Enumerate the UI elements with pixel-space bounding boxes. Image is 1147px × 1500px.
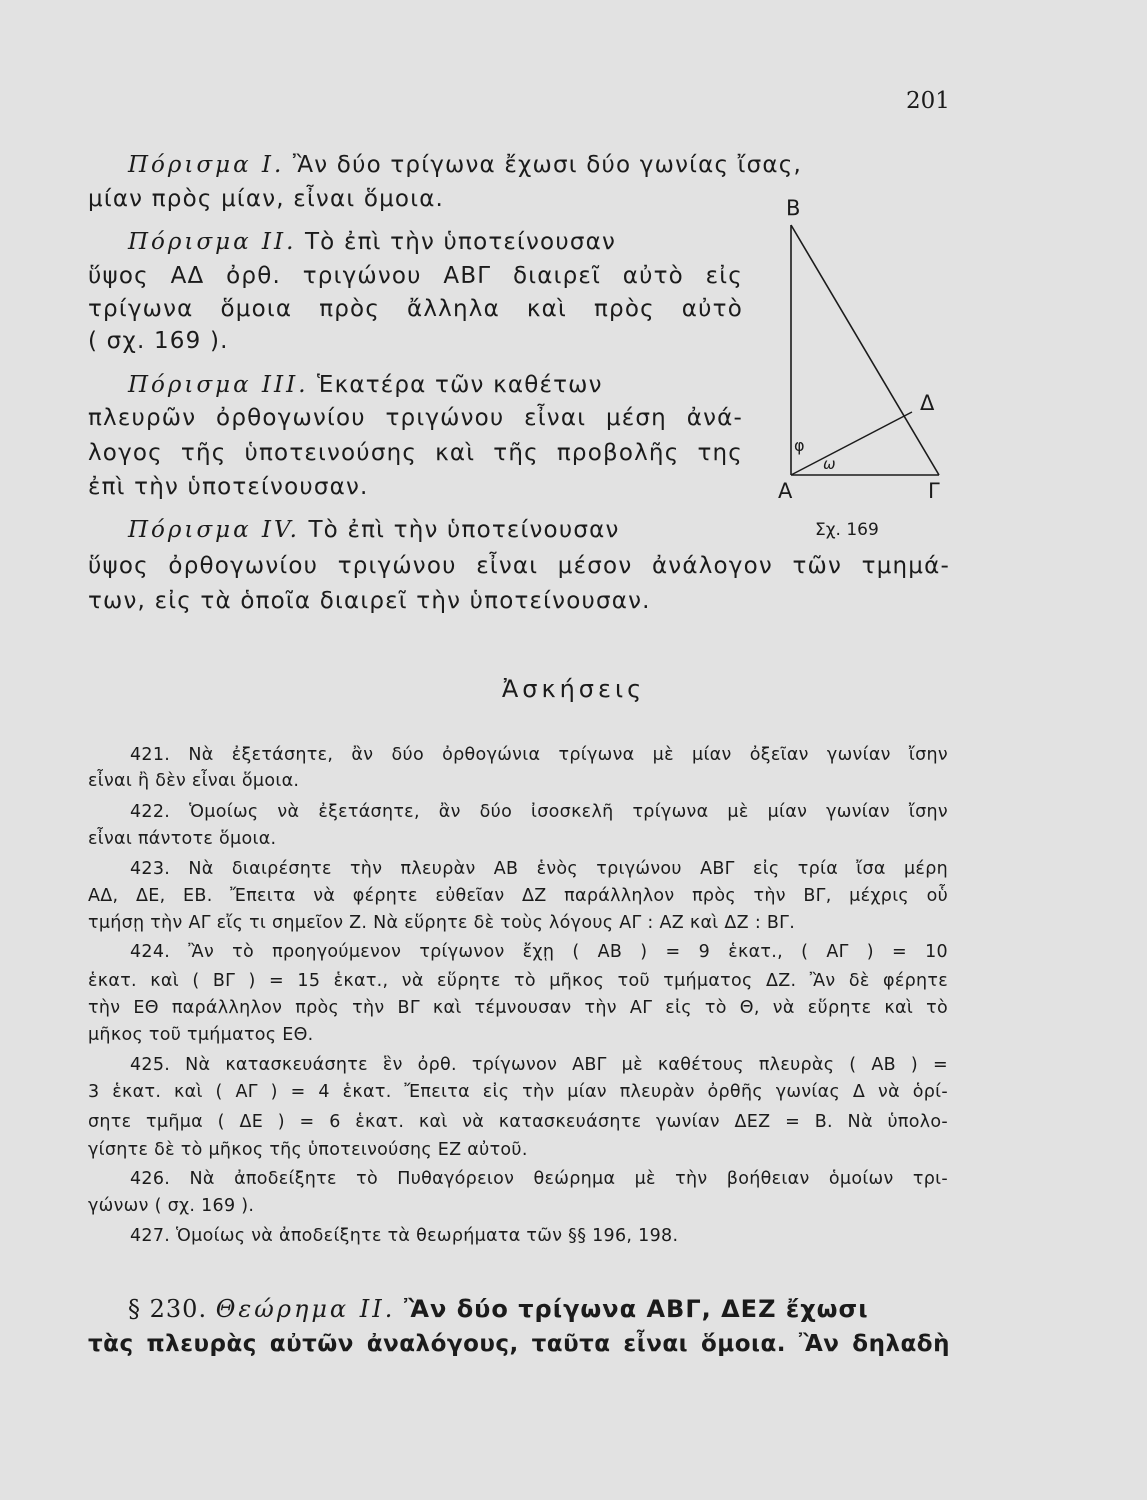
porisma-4-label: Πόρισμα IV. xyxy=(128,517,300,543)
figure-caption: Σχ. 169 xyxy=(815,520,879,540)
porisma-4-line-1 xyxy=(128,517,620,543)
porisma-1-line-1 xyxy=(128,152,950,178)
label-phi: φ xyxy=(794,436,805,455)
theorem-line-2: τὰς πλευρὰς αὐτῶν ἀναλόγους, ταῦτα εἶναι ὅμοια. Ἂν δηλαδὴ xyxy=(88,1331,950,1357)
exercise-line-18: 427. Ὁμοίως νὰ ἀποδείξητε τὰ θεωρήματα τῶν §§ 196, 198. xyxy=(130,1226,679,1246)
label-g: Γ xyxy=(928,479,940,503)
porisma-3-line-3: λογος τῆς ὑποτεινούσης καὶ τῆς προβολῆς της xyxy=(88,440,743,466)
exercise-line-7: τμήσῃ τὴν ΑΓ εἴς τι σημεῖον Ζ. Νὰ εὕρητε δὲ τοὺς λόγους ΑΓ : ΑΖ καὶ ΔΖ : ΒΓ. xyxy=(88,913,796,933)
exercise-line-3: 422. Ὁμοίως νὰ ἐξετάσητε, ἂν δύο ἰσοσκελῆ τρίγωνα μὲ μίαν γωνίαν ἴσην xyxy=(130,802,948,822)
porisma-3-line-4: ἐπὶ τὴν ὑποτείνουσαν. xyxy=(88,474,369,500)
porisma-2-line-2: ὕψος ΑΔ ὀρθ. τριγώνου ΑΒΓ διαιρεῖ αὐτὸ εἰς xyxy=(88,263,743,289)
exercise-line-10: τὴν ΕΘ παράλληλον πρὸς τὴν ΒΓ καὶ τέμνουσαν τὴν ΑΓ εἰς τὸ Θ, νὰ εὕρητε καὶ τὸ xyxy=(88,998,948,1018)
porisma-3-label: Πόρισμα ΙΙΙ. xyxy=(128,372,309,398)
porisma-1-label: Πόρισμα Ι. xyxy=(128,152,285,178)
exercise-line-11: μῆκος τοῦ τμήματος ΕΘ. xyxy=(88,1025,314,1045)
exercise-line-2: εἶναι ἢ δὲν εἶναι ὅμοια. xyxy=(88,771,300,791)
porisma-4-line-2: ὕψος ὀρθογωνίου τριγώνου εἶναι μέσον ἀνάλογον τῶν τμημά- xyxy=(88,553,950,579)
altitude-ad xyxy=(791,412,912,475)
exercise-line-4: εἶναι πάντοτε ὅμοια. xyxy=(88,829,277,849)
porisma-3-line-1 xyxy=(128,372,603,398)
exercise-line-13: 3 ἑκατ. καὶ ( ΑΓ ) = 4 ἑκατ. Ἔπειτα εἰς τὴν μίαν πλευρὰν ὀρθῆς γωνίας Δ νὰ ὁρί- xyxy=(88,1082,948,1102)
label-a: Α xyxy=(778,479,793,503)
exercise-line-9: ἑκατ. καὶ ( ΒΓ ) = 15 ἑκατ., νὰ εὕρητε τὸ μῆκος τοῦ τμήματος ΔΖ. Ἂν δὲ φέρητε xyxy=(88,971,948,991)
porisma-2-label: Πόρισμα ΙΙ. xyxy=(128,229,297,255)
exercises-heading: Ἀσκήσεις xyxy=(501,675,646,703)
porisma-2-line-4: ( σχ. 169 ). xyxy=(88,328,229,354)
section-number: § 230. xyxy=(128,1295,208,1323)
porisma-2-text: Τὸ ἐπὶ τὴν ὑποτείνουσαν xyxy=(304,229,617,255)
exercise-line-5: 423. Νὰ διαιρέσητε τὴν πλευρὰν ΑΒ ἑνὸς τριγώνου ΑΒΓ εἰς τρία ἴσα μέρη xyxy=(130,859,948,879)
exercise-line-1: 421. Νὰ ἐξετάσητε, ἂν δύο ὀρθογώνια τρίγωνα μὲ μίαν ὀξεῖαν γωνίαν ἴσην xyxy=(130,745,948,765)
porisma-2-line-1 xyxy=(128,229,616,255)
exercise-line-14: σητε τμῆμα ( ΔΕ ) = 6 ἑκατ. καὶ νὰ κατασκευάσητε γωνίαν ΔΕΖ = Β. Νὰ ὑπολο- xyxy=(88,1112,948,1132)
exercise-line-17: γώνων ( σχ. 169 ). xyxy=(88,1196,255,1216)
theorem-label: Θεώρημα ΙΙ. xyxy=(215,1295,396,1323)
label-d: Δ xyxy=(920,391,935,415)
exercise-line-8: 424. Ἂν τὸ προηγούμενον τρίγωνον ἔχῃ ( ΑΒ ) = 9 ἑκατ., ( ΑΓ ) = 10 xyxy=(130,942,948,962)
porisma-3-line-2: πλευρῶν ὀρθογωνίου τριγώνου εἶναι μέση ἀνά- xyxy=(88,405,743,431)
exercise-line-12: 425. Νὰ κατασκευάσητε ἓν ὀρθ. τρίγωνον ΑΒΓ μὲ καθέτους πλευρὰς ( ΑΒ ) = xyxy=(130,1055,948,1075)
porisma-4-line-3: των, εἰς τὰ ὁποῖα διαιρεῖ τὴν ὑποτείνουσαν. xyxy=(88,588,651,614)
porisma-3-text: Ἑκατέρα τῶν καθέτων xyxy=(317,372,603,398)
exercise-line-15: γίσητε δὲ τὸ μῆκος τῆς ὑποτεινούσης ΕΖ αὐτοῦ. xyxy=(88,1140,528,1160)
label-omega: ω xyxy=(823,455,836,473)
figure-169 xyxy=(770,195,970,545)
label-b: Β xyxy=(786,196,801,220)
theorem-line-1 xyxy=(128,1295,869,1323)
exercise-line-16: 426. Νὰ ἀποδείξητε τὸ Πυθαγόρειον θεώρημα μὲ τὴν βοήθειαν ὁμοίων τρι- xyxy=(130,1169,948,1189)
porisma-1-line-2: μίαν πρὸς μίαν, εἶναι ὅμοια. xyxy=(88,186,445,212)
hypotenuse-bg xyxy=(791,225,939,475)
porisma-1-text: Ἂν δύο τρίγωνα ἔχωσι δύο γωνίας ἴσας, xyxy=(292,152,802,178)
page-number: 201 xyxy=(906,88,950,114)
porisma-2-line-3: τρίγωνα ὅμοια πρὸς ἄλληλα καὶ πρὸς αὐτὸ xyxy=(88,296,743,322)
theorem-text-1: Ἂν δύο τρίγωνα ΑΒΓ, ΔΕΖ ἔχωσι xyxy=(404,1295,869,1323)
porisma-4-text: Τὸ ἐπὶ τὴν ὑποτείνουσαν xyxy=(308,517,620,543)
exercise-line-6: ΑΔ, ΔΕ, ΕΒ. Ἔπειτα νὰ φέρητε εὐθεῖαν ΔΖ παράλληλον πρὸς τὴν ΒΓ, μέχρις οὗ xyxy=(88,886,948,906)
